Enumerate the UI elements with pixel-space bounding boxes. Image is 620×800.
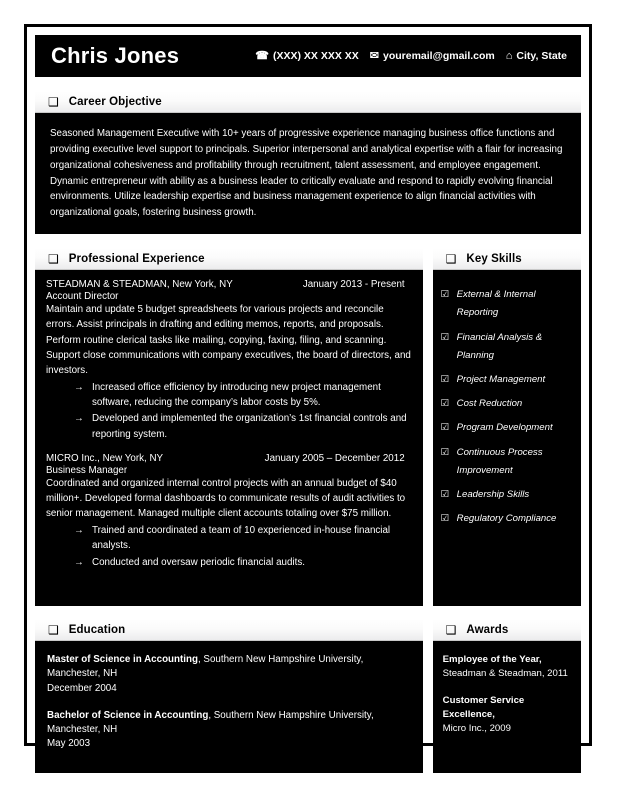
envelope-icon: ✉ xyxy=(369,49,379,62)
contact-phone: (XXX) XX XXX XX xyxy=(272,50,359,62)
award-organization: Micro Inc., 2009 xyxy=(442,722,511,734)
job-bullet xyxy=(74,411,409,441)
contact-email[interactable]: youremail@gmail.com xyxy=(382,50,495,62)
education-school: , Southern New Hampshire University, xyxy=(208,709,374,721)
career-objective-header xyxy=(35,91,581,113)
job-company: MICRO Inc., New York, NY xyxy=(46,452,164,464)
skill-item xyxy=(441,510,575,528)
job-company: STEADMAN & STEADMAN, New York, NY xyxy=(46,279,233,291)
job-bullet-text: Conducted and oversaw periodic financial audits. xyxy=(92,556,305,568)
education-degree: Bachelor of Science in Accounting xyxy=(47,709,209,721)
job-entry xyxy=(46,279,413,442)
section-box-icon: ❑ xyxy=(445,622,457,637)
home-icon: ⌂ xyxy=(505,49,513,62)
skill-label: Project Management xyxy=(456,374,546,386)
skill-item xyxy=(441,286,575,322)
skill-label: Financial Analysis & Planning xyxy=(456,331,543,361)
job-role: Business Manager xyxy=(46,464,128,476)
section-box-icon: ❑ xyxy=(445,251,457,266)
skill-item xyxy=(441,444,575,480)
key-skills-title: Key Skills xyxy=(466,252,522,265)
skill-item xyxy=(441,395,575,413)
job-bullet xyxy=(74,523,409,553)
skill-item xyxy=(441,419,575,437)
education-degree-line xyxy=(47,709,411,723)
career-objective-body: Seasoned Management Executive with 10+ years of progressive experience managing business office functions and providing executive level support to principals. Superior interpersonal and analytical expertise with a flair for increasing organizational cohesiveness and profitability through recruitment, talent assessment, and employee engagement. Dynamic entrepreneur with ability as a business leader to critically evaluate and respond to rapidly evolving financial environments. Utilize leadership expertise and business management experience to align financial activities with organizational goals, fostering business growth. xyxy=(35,113,581,234)
key-skills-section xyxy=(433,248,581,606)
arrow-icon: → xyxy=(74,382,84,394)
education-school: , Southern New Hampshire University, xyxy=(197,654,364,666)
contact-location: City, State xyxy=(516,50,567,62)
education-header xyxy=(35,619,423,641)
arrow-icon: → xyxy=(74,525,84,537)
skill-label: Program Development xyxy=(456,422,553,434)
education-date: December 2004 xyxy=(47,682,117,694)
education-degree-line xyxy=(47,653,411,667)
education-city: Manchester, NH xyxy=(47,668,118,680)
key-skills-header xyxy=(433,248,581,270)
job-bullet xyxy=(74,555,409,570)
skill-item xyxy=(441,329,575,365)
checkbox-checked-icon: ☑ xyxy=(440,446,450,458)
job-spacer xyxy=(46,444,413,453)
job-bullet-text: Trained and coordinated a team of 10 experienced in-house financial analysts. xyxy=(92,525,391,552)
checkbox-checked-icon: ☑ xyxy=(440,489,450,501)
checkbox-checked-icon: ☑ xyxy=(440,398,450,410)
awards-title: Awards xyxy=(466,623,509,636)
job-role: Account Director xyxy=(46,291,119,303)
arrow-icon: → xyxy=(74,413,84,425)
education-item xyxy=(47,709,411,752)
job-dates: January 2013 - Present xyxy=(302,279,405,291)
job-description: Coordinated and organized internal control projects with an annual budget of $40 million+. Developed formal dashboards to communicate results of audit activities to senior management. Managed multiple client accounts totaling over $75 million. xyxy=(46,477,406,520)
education-section xyxy=(35,619,423,773)
education-degree: Master of Science in Accounting xyxy=(47,654,198,666)
award-name: Employee of the Year, xyxy=(442,654,542,666)
telephone-icon: ☎ xyxy=(255,49,269,62)
section-box-icon: ❑ xyxy=(48,622,59,637)
job-heading xyxy=(46,453,413,464)
skill-item xyxy=(441,371,575,389)
professional-experience-body xyxy=(35,270,423,606)
section-box-icon: ❑ xyxy=(48,94,59,109)
main-columns xyxy=(35,248,581,606)
candidate-name: Chris Jones xyxy=(51,43,180,68)
professional-experience-header xyxy=(35,248,423,270)
arrow-icon: → xyxy=(74,556,84,568)
job-bullet-text: Developed and implemented the organization’s 1st financial controls and reporting system. xyxy=(92,413,407,440)
skill-label: Regulatory Compliance xyxy=(456,513,557,525)
checkbox-checked-icon: ☑ xyxy=(440,374,450,386)
skill-label: Cost Reduction xyxy=(456,398,523,410)
awards-section xyxy=(433,619,581,773)
contact-info xyxy=(255,50,567,62)
job-description: Maintain and update 5 budget spreadsheets for various projects and reconcile errors. Assist principals in drafting and editing memos, reports, and proposals. Perform routine clerical tasks like mailing, copying, faxing, filing, and scanning. Support close communications with company executives, the board of directors, and investors. xyxy=(46,304,411,376)
job-bullet-text: Increased office efficiency by introducing new project management software, reducing the company’s labor costs by 5%. xyxy=(92,382,381,409)
job-dates: January 2005 – December 2012 xyxy=(264,452,405,464)
education-title: Education xyxy=(68,623,126,636)
checkbox-checked-icon: ☑ xyxy=(440,422,450,434)
job-heading xyxy=(46,279,413,290)
award-item xyxy=(443,694,573,736)
job-bullet xyxy=(74,380,409,410)
resume-page-content xyxy=(35,35,581,750)
checkbox-checked-icon: ☑ xyxy=(440,513,450,525)
skill-item xyxy=(441,486,575,504)
career-objective-title: Career Objective xyxy=(68,95,162,108)
professional-experience-title: Professional Experience xyxy=(68,252,205,265)
bottom-columns xyxy=(35,619,581,773)
skill-label: Leadership Skills xyxy=(456,489,530,501)
award-item xyxy=(443,653,573,681)
award-organization: Steadman & Steadman, 2011 xyxy=(442,668,568,680)
key-skills-body xyxy=(433,270,581,606)
education-body xyxy=(35,641,423,773)
job-bullet-list xyxy=(46,380,413,442)
job-bullet-list xyxy=(46,523,413,570)
name-contact-banner xyxy=(35,35,581,77)
awards-header xyxy=(433,619,581,641)
checkbox-checked-icon: ☑ xyxy=(440,331,450,343)
career-objective-section xyxy=(35,91,581,234)
skill-label: External & Internal Reporting xyxy=(456,289,536,319)
education-city: Manchester, NH xyxy=(47,723,118,735)
skill-label: Continuous Process Improvement xyxy=(456,446,543,476)
resume-page-frame xyxy=(24,24,592,750)
checkbox-checked-icon: ☑ xyxy=(440,289,450,301)
education-item xyxy=(47,653,411,696)
section-box-icon: ❑ xyxy=(48,251,59,266)
education-date: May 2003 xyxy=(47,738,91,750)
professional-experience-section xyxy=(35,248,423,606)
awards-body xyxy=(433,641,581,773)
award-name: Customer Service Excellence, xyxy=(442,694,525,720)
job-entry xyxy=(46,453,413,570)
